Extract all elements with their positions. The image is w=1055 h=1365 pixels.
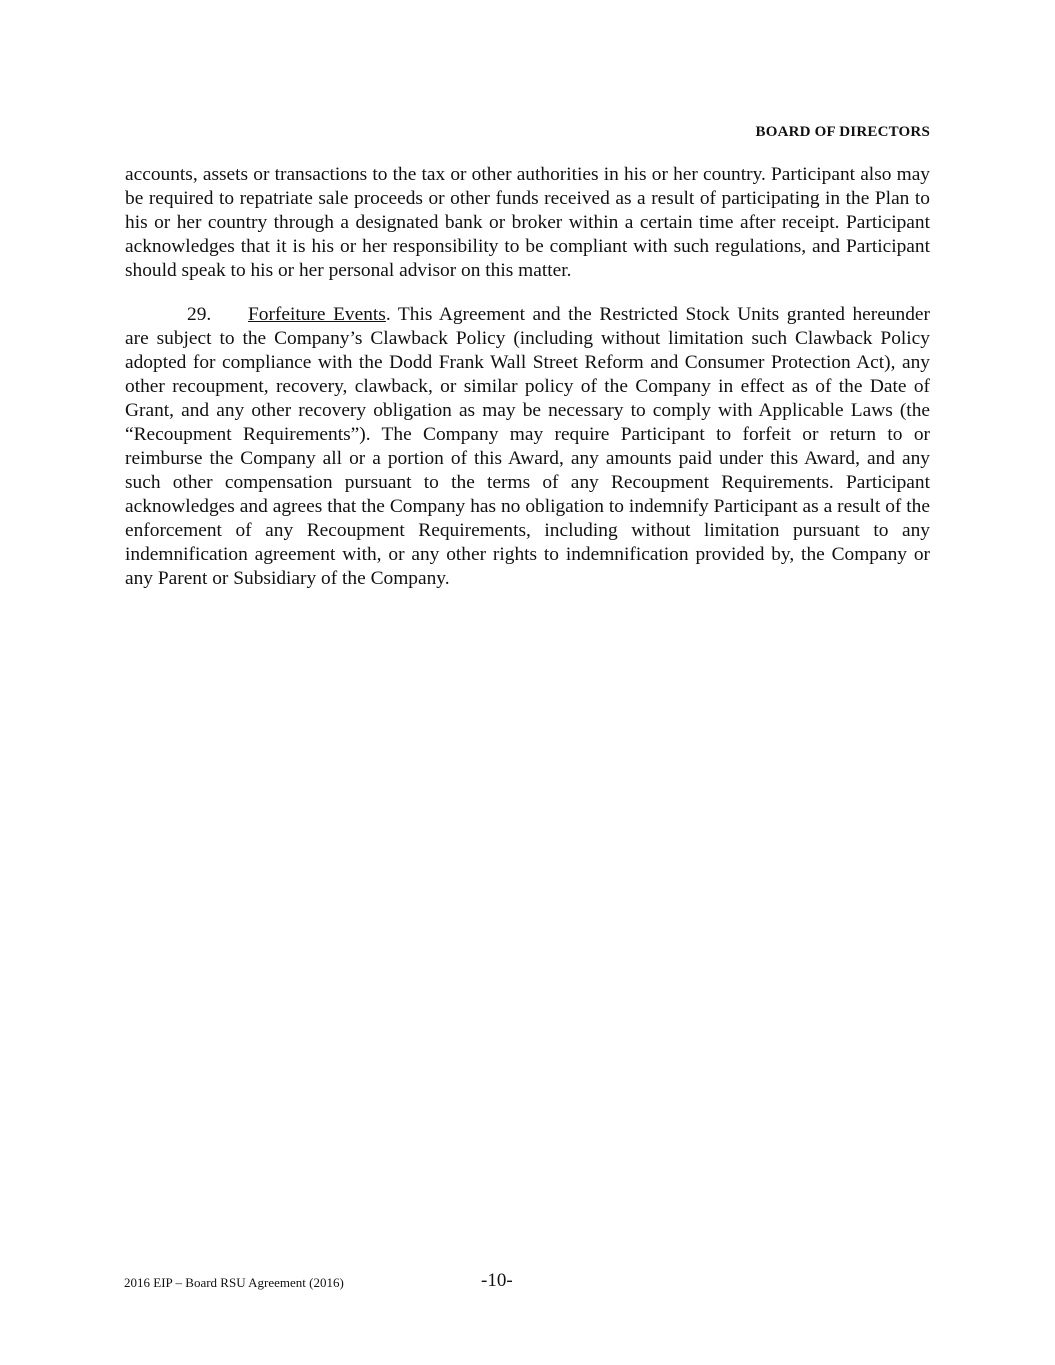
footer-document-label: 2016 EIP – Board RSU Agreement (2016): [124, 1275, 344, 1290]
section-text: . This Agreement and the Restricted Stock Units granted hereunder are subject to the Company’s Clawback Policy (including without limitation such Clawback Policy adopted for compliance with the Dodd Frank Wall Street Reform and Consumer Protection Act), any other recoupment, recovery, clawback, or similar policy of the Company in effect as of the Date of Grant, and any other recovery obligation as may be necessary to comply with Applicable Laws (the “Recoupment Requirements”). The Company may require Participant to forfeit or return to or reimburse the Company all or a portion of this Award, any amounts paid under this Award, and any such other compensation pursuant to the terms of any Recoupment Requirements. Participant acknowledges and agrees that the Company has no obligation to indemnify Participant as a result of the enforcement of any Recoupment Requirements, including without limitation pursuant to any indemnification agreement with, or any other rights to indemnification provided by, the Company or any Parent or Subsidiary of the Company.: [125, 304, 930, 589]
continuation-paragraph: accounts, assets or transactions to the tax or other authorities in his or her country. Participant also may be required to repatriate sale proceeds or other funds received as a result of participating in the Plan to his or her country through a designated bank or broker within a certain time after receipt. Participant acknowledges that it is his or her responsibility to be compliant with such regulations, and Participant should speak to his or her personal advisor on this matter.: [125, 164, 930, 281]
page-header-title: BOARD OF DIRECTORS: [755, 124, 930, 140]
section-29-paragraph: [125, 303, 930, 591]
footer-page-number: -10-: [481, 1270, 513, 1291]
document-body: [125, 163, 930, 611]
section-heading: Forfeiture Events: [248, 304, 386, 325]
section-number: 29.: [187, 304, 212, 325]
